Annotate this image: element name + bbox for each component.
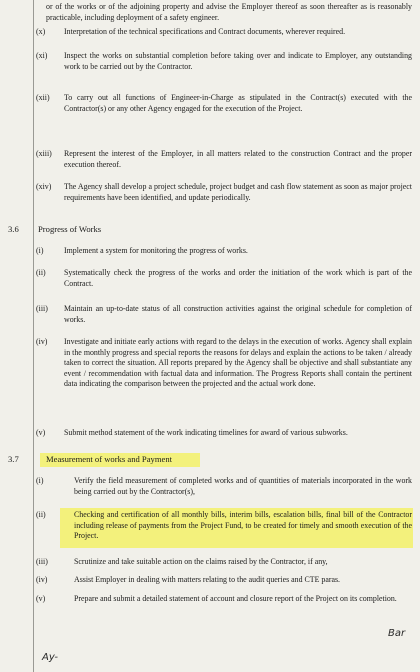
item-number: (i) (36, 476, 44, 485)
item-number: (x) (36, 27, 46, 36)
item-text: Investigate and initiate early actions with regard to the delays in the execution of works. Agency shall explain in the monthly progress and special reports the reasons for delays and explain the actions to be taken / already taken to correct the situation. All reports prepared by the Agency shall be objective and shall substantiate any event / recommendation with factual data and information. The Progress Reports shall contain the pertinent data indicating the comparison between the projected and the actual work done. (64, 337, 412, 389)
item-text: Maintain an up-to-date status of all construction activities against the original schedule for completion of works. (64, 304, 412, 324)
item-text: Scrutinize and take suitable action on the claims raised by the Contractor, if any, (74, 557, 328, 566)
signature-left: Ay- (42, 652, 59, 663)
section-number: 3.7 (8, 454, 19, 464)
item-text: Inspect the works on substantial completion before taking over and indicate to Employer, any outstanding work to be carried out by the Contractor. (64, 51, 412, 71)
item-number: (xiv) (36, 182, 52, 191)
item-text: Represent the interest of the Employer, in all matters related to the construction Contract and the proper execution thereof. (64, 149, 412, 169)
item-number: (iii) (36, 304, 48, 313)
item-number: (ii) (36, 268, 46, 277)
item-number: (iv) (36, 337, 48, 346)
item-text: Verify the field measurement of completed works and of quantities of materials incorporated in the work being carried out by the Contractor(s), (74, 476, 412, 496)
item-text: Interpretation of the technical specifications and Contract documents, wherever required. (64, 27, 346, 36)
item-text: or of the works or of the adjoining property and advise the Employer thereof as soon thereafter as is reasonably practicable, including deployment of a safety engineer. (46, 2, 412, 22)
item-number: (xiii) (36, 149, 52, 158)
item-text: Checking and certification of all monthly bills, interim bills, escalation bills, final bill of the Contractor including release of payments from the Project Fund, to be created for timely and smooth execution of the Project. (74, 510, 412, 541)
item-number: (iv) (36, 575, 48, 584)
item-number: (xii) (36, 93, 50, 102)
margin-rule (33, 0, 34, 672)
item-text: Assist Employer in dealing with matters relating to the audit queries and CTE paras. (74, 575, 341, 584)
item-number: (ii) (36, 510, 46, 519)
item-number: (i) (36, 246, 44, 255)
item-text: Systematically check the progress of the works and order the initiation of the work which is part of the Contract. (64, 268, 412, 288)
item-text: Prepare and submit a detailed statement of account and closure report of the Project on its completion. (74, 594, 397, 603)
item-number: (v) (36, 428, 46, 437)
section-title: Progress of Works (38, 224, 102, 234)
item-number: (v) (36, 594, 46, 603)
item-text: Submit method statement of the work indicating timelines for award of various subworks. (64, 428, 348, 437)
signature-right: Bar (388, 628, 406, 639)
item-text: Implement a system for monitoring the progress of works. (64, 246, 248, 255)
section-number: 3.6 (8, 224, 19, 234)
item-number: (iii) (36, 557, 48, 566)
section-title: Measurement of works and Payment (46, 454, 173, 464)
item-text: The Agency shall develop a project schedule, project budget and cash flow statement as soon as major project requirements have been identified, and update periodically. (64, 182, 412, 202)
item-text: To carry out all functions of Engineer-in-Charge as stipulated in the Contract(s) executed with the Contractor(s) or any other Agency engaged for the execution of the Project. (64, 93, 412, 113)
item-number: (xi) (36, 51, 48, 60)
